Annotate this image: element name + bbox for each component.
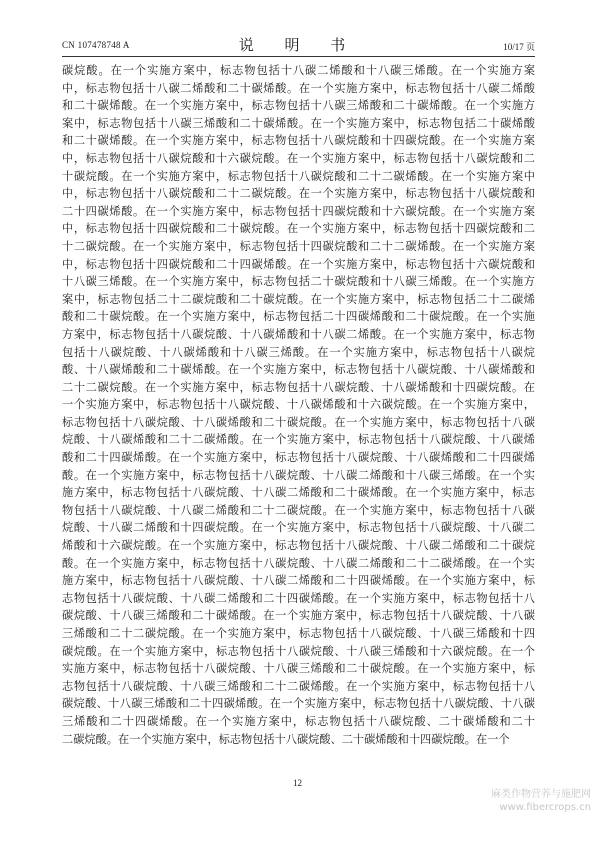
text-line: 案中，标志物包括十八碳三烯酸和二十碳烯酸。在一个实施方案中，标志物包括二十碳烯酸	[62, 116, 535, 130]
text-line: 碳烷酸。在一个实施方案中，标志物包括十八碳烷酸、十八碳三烯酸和十六碳烷酸。在一个	[62, 644, 535, 658]
text-line: 二十四碳烯酸。在一个实施方案中，标志物包括十四碳烷酸和十六碳烷酸。在一个实施方案	[62, 204, 535, 218]
text-line: 酸。在一个实施方案中，标志物包括十八碳烷酸、十八碳二烯酸和二十二碳烯酸。在一个实	[62, 556, 535, 570]
description-body	[62, 62, 535, 762]
text-line: 烷酸、十八碳烯酸和二十二碳烯酸。在一个实施方案中，标志物包括十八碳烷酸、十八碳烯	[62, 433, 535, 447]
header-rule	[62, 56, 535, 57]
text-line: 碳烷酸、十八碳三烯酸和二十四碳烯酸。在一个实施方案中，标志物包括十八碳烷酸、十八碳	[62, 697, 535, 711]
text-line: 中，标志物包括十八碳烷酸和十六碳烷酸。在一个实施方案中，标志物包括十八碳烷酸和二	[62, 151, 535, 165]
text-line: 和二十碳烯酸。在一个实施方案中，标志物包括十八碳三烯酸和二十碳烯酸。在一个实施方	[62, 99, 535, 113]
text-line: 酸和二十四碳烯酸。在一个实施方案中，标志物包括十八碳烷酸、十八碳烯酸和二十四碳烯	[62, 451, 535, 465]
text-line: 中，标志物包括十八碳烷酸和二十二碳烷酸。在一个实施方案中，标志物包括十八碳烷酸和	[62, 187, 535, 201]
text-line: 酸和二十碳烷酸。在一个实施方案中，标志物包括二十四碳烯酸和二十碳烷酸。在一个实施	[62, 310, 535, 324]
text-line: 二碳烷酸。在一个实施方案中，标志物包括十八碳烷酸、二十碳烯酸和十四碳烷酸。在一个	[62, 732, 510, 746]
text-line: 施方案中，标志物包括十八碳烷酸、十八碳二烯酸和二十碳烯酸。在一个实施方案中，标志	[62, 486, 535, 500]
text-line: 烯酸和十六碳烷酸。在一个实施方案中，标志物包括十八碳烷酸、十八碳二烯酸和二十碳烷	[62, 539, 535, 553]
text-line: 案中，标志物包括二十二碳烷酸和二十碳烷酸。在一个实施方案中，标志物包括二十二碳烯	[62, 292, 535, 306]
text-line: 和二十碳烯酸。在一个实施方案中，标志物包括十八碳烷酸和十四碳烷酸。在一个实施方案	[62, 134, 535, 148]
text-line: 标志物包括十八碳烷酸、十八碳烯酸和二十碳烷酸。在一个实施方案中，标志物包括十八碳	[62, 415, 535, 429]
text-line: 中，标志物包括十八碳二烯酸和二十碳烯酸。在一个实施方案中，标志物包括十八碳二烯酸	[62, 81, 535, 95]
page-number: 12	[293, 778, 302, 788]
text-line: 志物包括十八碳烷酸、十八碳二烯酸和二十四碳烯酸。在一个实施方案中，标志物包括十八	[62, 591, 535, 605]
watermark-url: www.fibercrops.cn	[499, 802, 591, 813]
text-line: 二十二碳烷酸。在一个实施方案中，标志物包括十八碳烷酸、十八碳烯酸和十四碳烷酸。在	[62, 380, 535, 394]
section-title: 说 明 书	[238, 36, 359, 54]
text-line: 十八碳三烯酸。在一个实施方案中，标志物包括二十碳烷酸和十八碳三烯酸。在一个实施方	[62, 275, 535, 289]
watermark-site-name: 麻类作物营养与施肥网	[491, 789, 591, 800]
text-line: 酸、十八碳烯酸和二十碳烯酸。在一个实施方案中，标志物包括十八碳烷酸、十八碳烯酸和	[62, 363, 535, 377]
text-line: 中，标志物包括十四碳烷酸和二十四碳烯酸。在一个实施方案中，标志物包括十六碳烷酸和	[62, 257, 535, 271]
text-line: 十二碳烷酸。在一个实施方案中，标志物包括十四碳烷酸和二十二碳烯酸。在一个实施方案	[62, 239, 535, 253]
text-line: 方案中，标志物包括十八碳烷酸、十八碳烯酸和十八碳二烯酸。在一个实施方案中，标志物	[62, 327, 535, 341]
text-line: 酸。在一个实施方案中，标志物包括十八碳烷酸、十八碳二烯酸和十八碳三烯酸。在一个实	[62, 468, 535, 482]
text-line: 三烯酸和二十二碳烷酸。在一个实施方案中，标志物包括十八碳烷酸、十八碳三烯酸和十四	[62, 627, 535, 640]
text-line: 实施方案中，标志物包括十八碳烷酸、十八碳三烯酸和二十碳烷酸。在一个实施方案中，标	[62, 662, 535, 676]
page-header	[62, 32, 535, 54]
text-line: 施方案中，标志物包括十八碳烷酸、十八碳二烯酸和二十四碳烯酸。在一个实施方案中，标	[62, 574, 535, 588]
text-line: 三烯酸和二十四碳烯酸。在一个实施方案中，标志物包括十八碳烷酸、二十碳烯酸和二十	[62, 714, 535, 728]
text-line: 碳烷酸。在一个实施方案中，标志物包括十八碳二烯酸和十八碳三烯酸。在一个实施方案	[62, 64, 535, 77]
site-watermark	[461, 788, 591, 814]
document-number: CN 107478748 A	[62, 40, 130, 50]
page-count: 10/17 页	[503, 42, 535, 52]
text-line: 十碳烷酸。在一个实施方案中，标志物包括十八碳烷酸和二十二碳烯酸。在一个实施方案中	[62, 169, 535, 183]
text-line: 碳烷酸、十八碳三烯酸和二十碳烯酸。在一个实施方案中，标志物包括十八碳烷酸、十八碳	[62, 609, 535, 623]
text-line: 烷酸、十八碳二烯酸和十四碳烷酸。在一个实施方案中，标志物包括十八碳烷酸、十八碳二	[62, 521, 535, 535]
text-line: 物包括十八碳烷酸、十八碳二烯酸和二十二碳烷酸。在一个实施方案中，标志物包括十八碳	[62, 503, 535, 517]
text-line: 包括十八碳烷酸、十八碳烯酸和十八碳三烯酸。在一个实施方案中，标志物包括十八碳烷	[62, 345, 535, 359]
text-line: 志物包括十八碳烷酸、十八碳三烯酸和二十二碳烯酸。在一个实施方案中，标志物包括十八	[62, 679, 535, 693]
text-line: 一个实施方案中，标志物包括十八碳烷酸、十八碳烯酸和十六碳烷酸。在一个实施方案中，	[62, 398, 535, 412]
text-line: 中，标志物包括十四碳烷酸和二十碳烷酸。在一个实施方案中，标志物包括十四碳烷酸和二	[62, 222, 535, 236]
